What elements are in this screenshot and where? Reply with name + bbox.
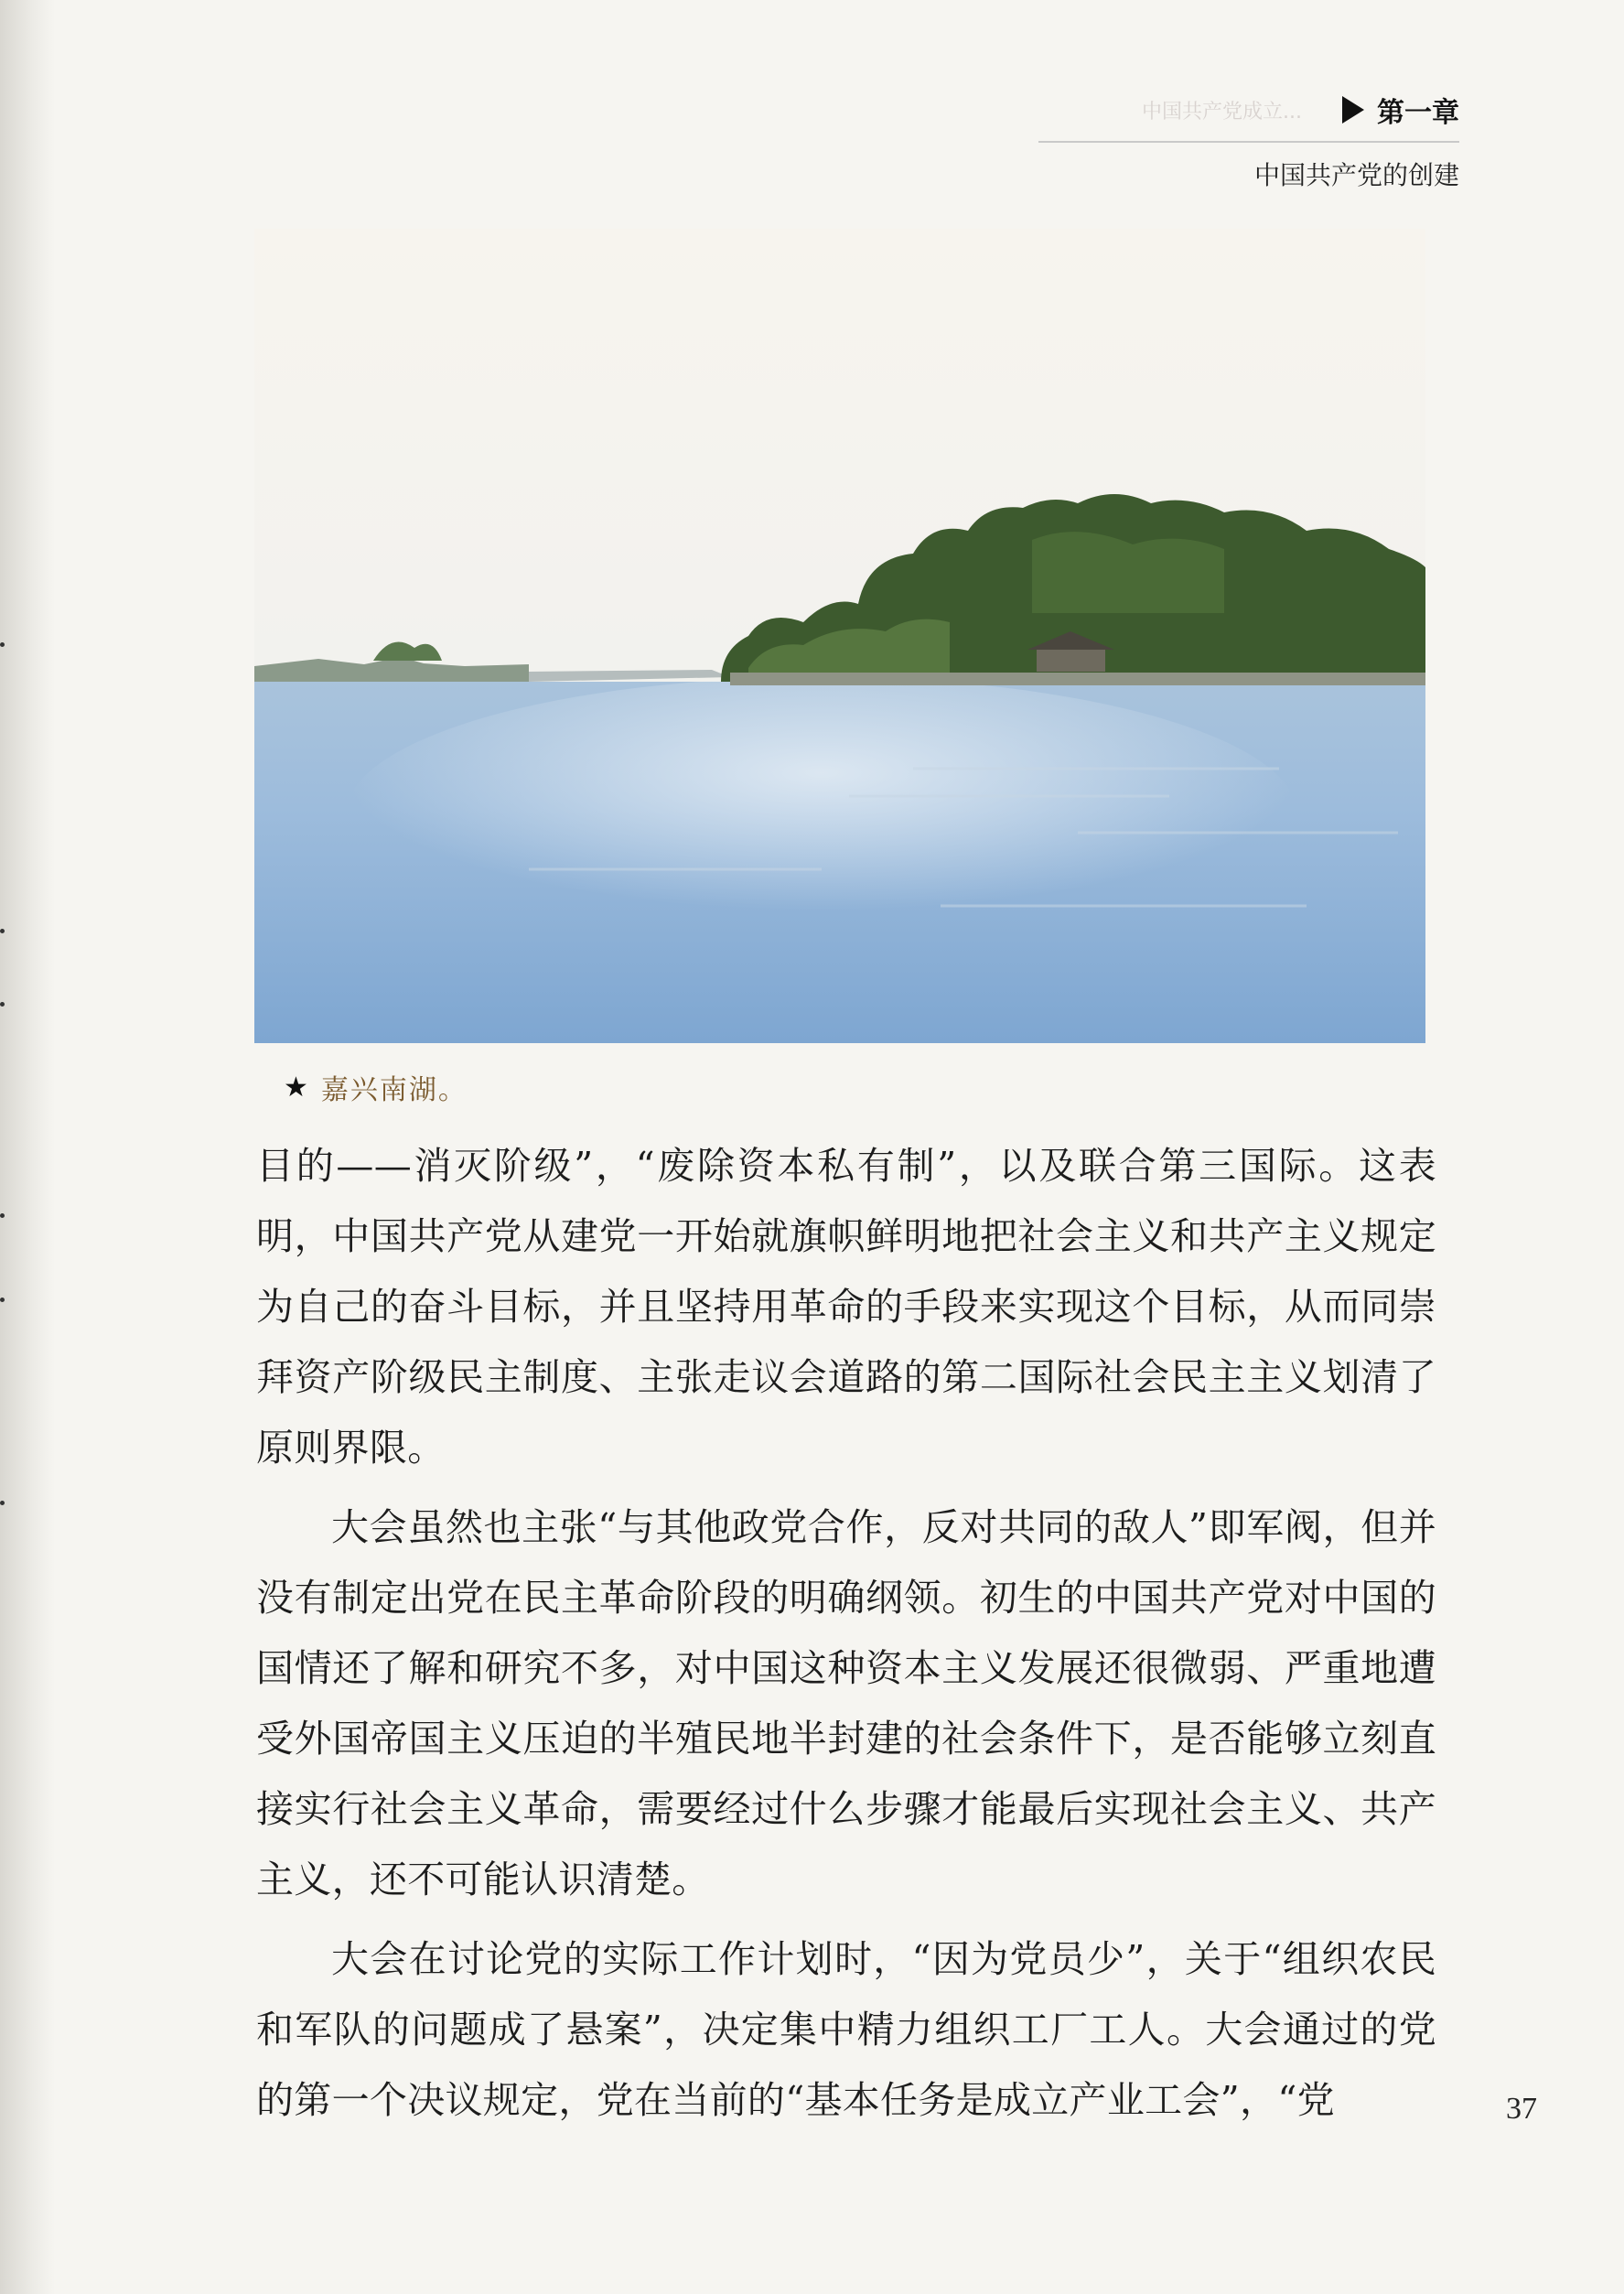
page-gutter-shadow <box>0 0 55 2294</box>
paragraph-1: 目的——消灭阶级”，“废除资本私有制”，以及联合第三国际。这表明，中国共产党从建党一开始就旗帜鲜明地把社会主义和共产主义规定为自己的奋斗目标，并且坚持用革命的手段来实现这个目标，从而同崇拜资产阶级民主制度、主张走议会道路的第二国际社会民主主义划清了原则界限。 <box>256 1144 1436 1470</box>
lake-landscape-illustration <box>254 229 1425 1043</box>
caption-text: 嘉兴南湖。 <box>320 1074 468 1106</box>
star-icon: ★ <box>284 1071 308 1104</box>
paragraph-3: 大会在讨论党的实际工作计划时，“因为党员少”，关于“组织农民和军队的问题成了悬案”，决定集中精力组织工厂工人。大会通过的党的第一个决议规定，党在当前的“基本任务是成立产业工会”，“党 <box>256 1937 1436 2122</box>
margin-mark <box>0 1298 5 1302</box>
margin-mark <box>0 1002 5 1007</box>
paragraph-2: 大会虽然也主张“与其他政党合作，反对共同的敌人”即军阀，但并没有制定出党在民主革命阶段的明确纲领。初生的中国共产党对中国的国情还了解和研究不多，对中国这种资本主义发展还很微弱、严重地遭受外国帝国主义压迫的半殖民地半封建的社会条件下，是否能够立刻直接实行社会主义革命，需要经过什么步骤才能最后实现社会主义、共产主义，还不可能认识清楚。 <box>256 1505 1436 1901</box>
section-title: 中国共产党的创建 <box>1253 160 1459 190</box>
chapter-title: 第一章 <box>1377 97 1459 129</box>
margin-mark <box>0 1213 5 1218</box>
header-rule <box>1038 141 1459 143</box>
margin-mark <box>0 1501 5 1505</box>
faded-header-label: 中国共产党成立... <box>1142 100 1302 124</box>
margin-mark <box>0 929 5 933</box>
photo-caption <box>284 1067 468 1107</box>
chapter-line <box>1038 90 1459 130</box>
play-arrow-icon <box>1342 96 1364 124</box>
margin-mark <box>0 642 5 647</box>
page-number: 37 <box>1506 2092 1537 2126</box>
running-head <box>1038 90 1459 192</box>
lake-photo <box>254 229 1425 1043</box>
body-text <box>256 1131 1436 2136</box>
